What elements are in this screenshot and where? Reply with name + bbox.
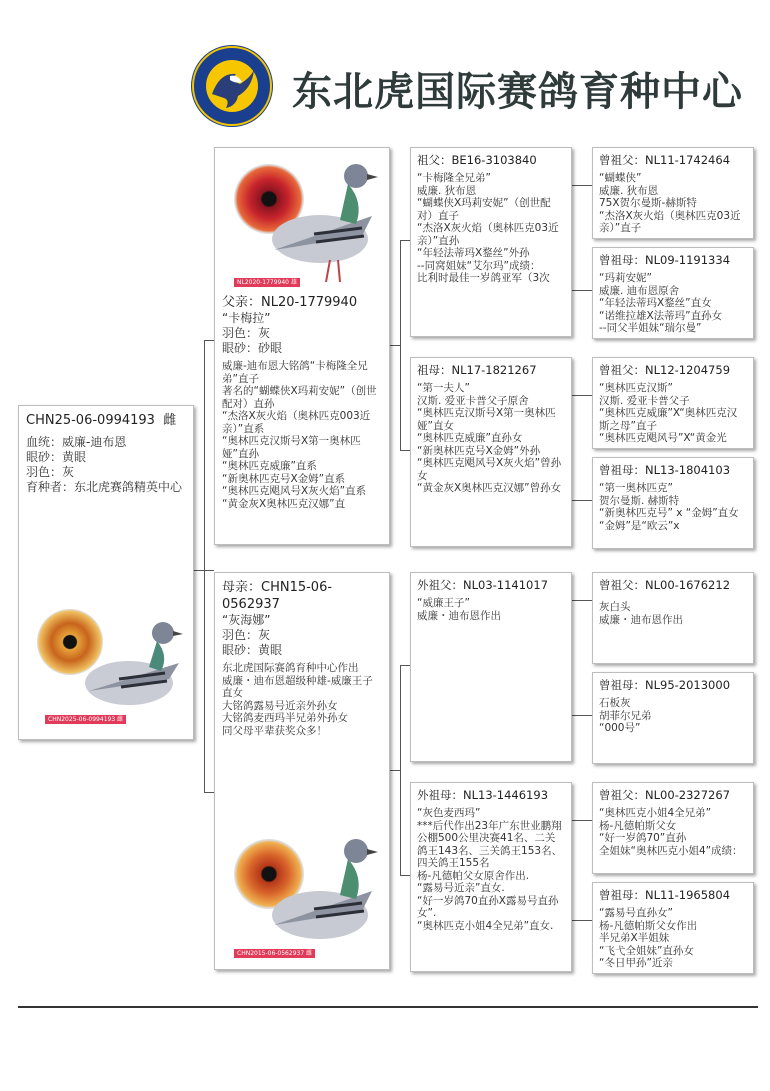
- father-color: 羽色：灰: [222, 326, 271, 340]
- father-note: 著名的“蝴蝶侠X玛莉安妮”（创世配对）直孙: [222, 385, 377, 410]
- greatgrandparent-card[interactable]: 曾祖父：NL12-1204759 “奥林匹克汉斯” 汉斯. 爱亚卡普父子 “奥林匹克威廉”X“奥林匹克汉斯之母”直子 “奥林匹克飓风号”X“黄金光: [592, 357, 754, 449]
- mother-photo: [222, 823, 384, 963]
- greatgrandparent-card[interactable]: 曾祖父：NL00-2327267 “奥林匹克小姐4全兄弟” 杨-凡德帕斯父女 “好一岁鸽70”直孙 全姐妹“奥林匹克小姐4”成绩：: [592, 782, 754, 874]
- photo-tag: CHN2025-06-0994193 雌: [45, 715, 126, 724]
- header-logo: [190, 44, 274, 128]
- father-note: 威廉-迪布恩大铭鸽“卡梅隆全兄弟”直子: [222, 360, 368, 385]
- pigeon-icon: [222, 154, 384, 289]
- father-note: “黄金灰X奥林匹克汉娜”直: [222, 497, 346, 510]
- mother-note: 大铭鸽露易号近亲外孙女: [222, 699, 338, 712]
- grandparent-card[interactable]: 外祖母：NL13-1446193 “灰色麦西玛” ***后代作出23年广东世业鹏翔公棚500公里决赛41名、二关鸽王143名、三关鸽王153名、四关鸽王155名 杨-凡德帕父女原舍作出. “露易号近亲”直女. “好一岁鸽70直孙X露易号直孙女”. “奥林匹克小姐4全兄弟”直女.: [410, 782, 572, 972]
- grandparent-card[interactable]: 外祖父：NL03-1141017 “威廉王子” 威廉・迪布恩作出: [410, 572, 572, 762]
- pigeon-icon: [222, 823, 384, 963]
- photo-tag: NL2020-1779940 雄: [234, 278, 300, 287]
- mother-color: 羽色：灰: [222, 628, 271, 642]
- grandparent-card[interactable]: 祖父：BE16-3103840 “卡梅隆全兄弟” 威廉. 狄布恩 “蝴蝶侠X玛莉安妮”（创世配对）直子 “杰洛X灰火焰（奥林匹克03近亲）”直孙 “年轻法蒂玛X鍪丝”外孙 --同窝姐妹“艾尔玛”成绩： 比利时最佳一岁鸽亚军（3次: [410, 147, 572, 337]
- father-name: “卡梅拉”: [222, 311, 271, 325]
- mother-card[interactable]: [214, 572, 390, 970]
- mother-ring: 母亲：CHN15-06-0562937: [222, 580, 333, 612]
- greatgrandparent-card[interactable]: 曾祖母：NL95-2013000 石板灰 胡菲尔兄弟 “000号”: [592, 672, 754, 764]
- page-title: 东北虎国际赛鸽育种中心: [292, 69, 743, 115]
- mother-note: 威廉・迪布恩超级种雄-威廉王子直女: [222, 674, 373, 699]
- subject-line: 育种者：东北虎赛鸽精英中心: [26, 480, 183, 494]
- subject-sex: 雌: [163, 413, 177, 428]
- mother-eye: 眼砂：黄眼: [222, 643, 283, 657]
- mother-name: “灰海娜”: [222, 613, 271, 627]
- footer-divider: [18, 1006, 758, 1008]
- greatgrandparent-card[interactable]: 曾祖母：NL11-1965804 “露易号直孙女” 杨-凡德帕斯父女作出 半兄弟X半姐妹 “飞弋全姐妹”直孙女 “冬日甲孙”近亲: [592, 882, 754, 974]
- subject-ring: CHN25-06-0994193 雌: [26, 413, 177, 428]
- father-note: “新奥林匹克号X金姆”直系: [222, 472, 346, 485]
- greatgrandparent-card[interactable]: 曾祖父：NL11-1742464 “蝴蝶侠” 威廉. 狄布恩 75X贺尔曼斯-赫斯特 “杰洛X灰火焰（奥林匹克03近亲）”直子: [592, 147, 754, 239]
- subject-line: 血统：威廉-迪布恩: [26, 435, 127, 449]
- mother-note: 东北虎国际赛鸽育种中心作出: [222, 662, 359, 674]
- subject-line: 羽色：灰: [26, 465, 75, 479]
- father-ring: 父亲：NL20-1779940: [222, 295, 358, 310]
- greatgrandparent-card[interactable]: 曾祖母：NL09-1191334 “玛莉安妮” 威廉. 迪布恩原舍 “年轻法蒂玛X鍪丝”直女 “诺维拉雄X法蒂玛”直孙女 --同父半姐妹“瑞尔曼”: [592, 247, 754, 339]
- father-note: “杰洛X灰火焰（奥林匹克003近亲）”直系: [222, 410, 371, 435]
- mother-note: 大铭鸽麦西玛半兄弟外孙女: [222, 712, 348, 724]
- photo-tag: CHN2015-06-0562937 雌: [234, 949, 315, 958]
- father-eye: 眼砂：砂眼: [222, 341, 283, 355]
- subject-card[interactable]: [18, 405, 194, 740]
- subject-photo: [29, 601, 189, 731]
- father-photo: [222, 154, 382, 289]
- father-card[interactable]: [214, 147, 390, 545]
- father-note: “奥林匹克飓风号X灰火焰”直系: [222, 485, 367, 497]
- subject-line: 眼砂：黄眼: [26, 450, 87, 464]
- pigeon-icon: [29, 601, 189, 731]
- badge-icon: [190, 44, 274, 128]
- father-note: “奥林匹克汉斯号X第一奥林匹娅”直孙: [222, 435, 361, 460]
- grandparent-card[interactable]: 祖母：NL17-1821267 “第一夫人” 汉斯. 爱亚卡普父子原舍 “奥林匹克汉斯号X第一奥林匹娅”直女 “奥林匹克威廉”直孙女 “新奥林匹克号X金姆”外孙 “奥林匹克飓风号X灰火焰”曾孙女 “黄金灰X奥林匹克汉娜”曾孙女: [410, 357, 572, 547]
- greatgrandparent-card[interactable]: 曾祖母：NL13-1804103 “第一奥林匹克” 贺尔曼斯. 赫斯特 “新奥林匹克号” x “金姆”直女 “金姆”是“欧云”x: [592, 457, 754, 549]
- mother-note: 同父母平辈获奖众多！: [222, 724, 327, 737]
- greatgrandparent-card[interactable]: 曾祖父：NL00-1676212 灰白头 威廉・迪布恩作出: [592, 572, 754, 664]
- father-note: “奥林匹克威廉”直系: [222, 460, 317, 472]
